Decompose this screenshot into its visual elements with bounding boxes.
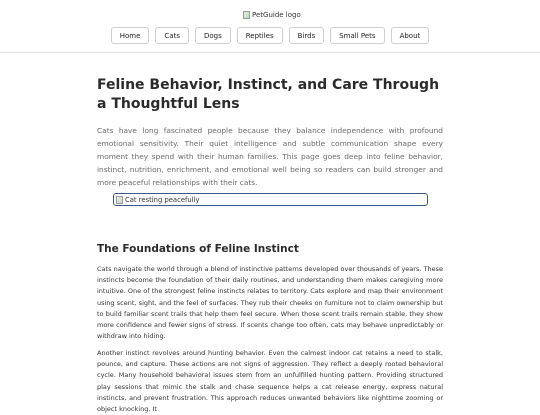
nav-small-pets[interactable]: Small Pets: [330, 27, 384, 44]
site-logo[interactable]: [243, 9, 301, 20]
nav-reptiles[interactable]: Reptiles: [237, 27, 283, 44]
nav-birds[interactable]: Birds: [289, 27, 325, 44]
nav-dogs[interactable]: Dogs: [195, 27, 231, 44]
header-divider: [0, 52, 540, 53]
hero-alt-text: Cat resting peacefully: [125, 195, 200, 204]
section-heading: The Foundations of Feline Instinct: [97, 243, 299, 255]
page-title: Feline Behavior, Instinct, and Care Through a Thoughtful Lens: [97, 77, 440, 112]
nav-about[interactable]: About: [391, 27, 430, 44]
broken-image-icon: [243, 11, 250, 19]
nav-home[interactable]: Home: [111, 27, 150, 44]
intro-paragraph: Cats have long fascinated people because they balance independence with profound emotional sensitivity. Their quiet intelligence and subtle communication shape every moment they spend with their human families. This page goes deep into feline behavior, instinct, nutrition, enrichment, and emotional well being so readers can build stronger and more peaceful relationships with their cats.: [97, 126, 443, 187]
hero-image: [113, 193, 428, 206]
nav-cats[interactable]: Cats: [155, 27, 189, 44]
body-paragraph: Another instinct revolves around hunting behavior. Even the calmest indoor cat retains a need to stalk, pounce, and capture. These actions are not signs of aggression. They reflect a deeply rooted behavioral cycle. Many household behavioral issues stem from an unfulfilled hunting pattern. Providing structured play sessions that mimic the stalk and chase sequence helps a cat release energy, express natural instincts, and prevent frustration. This approach reduces unwanted behaviors like nighttime zooming or object knocking. It: [97, 349, 443, 414]
broken-image-icon: [116, 196, 123, 204]
body-paragraph: Cats navigate the world through a blend of instinctive patterns developed over thousands of years. These instincts become the foundation of their daily routines, and understanding them makes caregiving more intuitive. One of the strongest feline instincts relates to territory. Cats explore and map their environment using scent, sight, and the feel of surfaces. They rub their cheeks on furniture not to claim ownership but to build familiar scent trails that help them feel secure. When those scent trails remain stable, they show more confidence and fewer signs of stress. If scents change too often, cats may behave unpredictably or withdraw into hiding.: [97, 265, 443, 341]
logo-alt-text: PetGuide logo: [252, 10, 301, 19]
main-nav: [0, 27, 540, 44]
